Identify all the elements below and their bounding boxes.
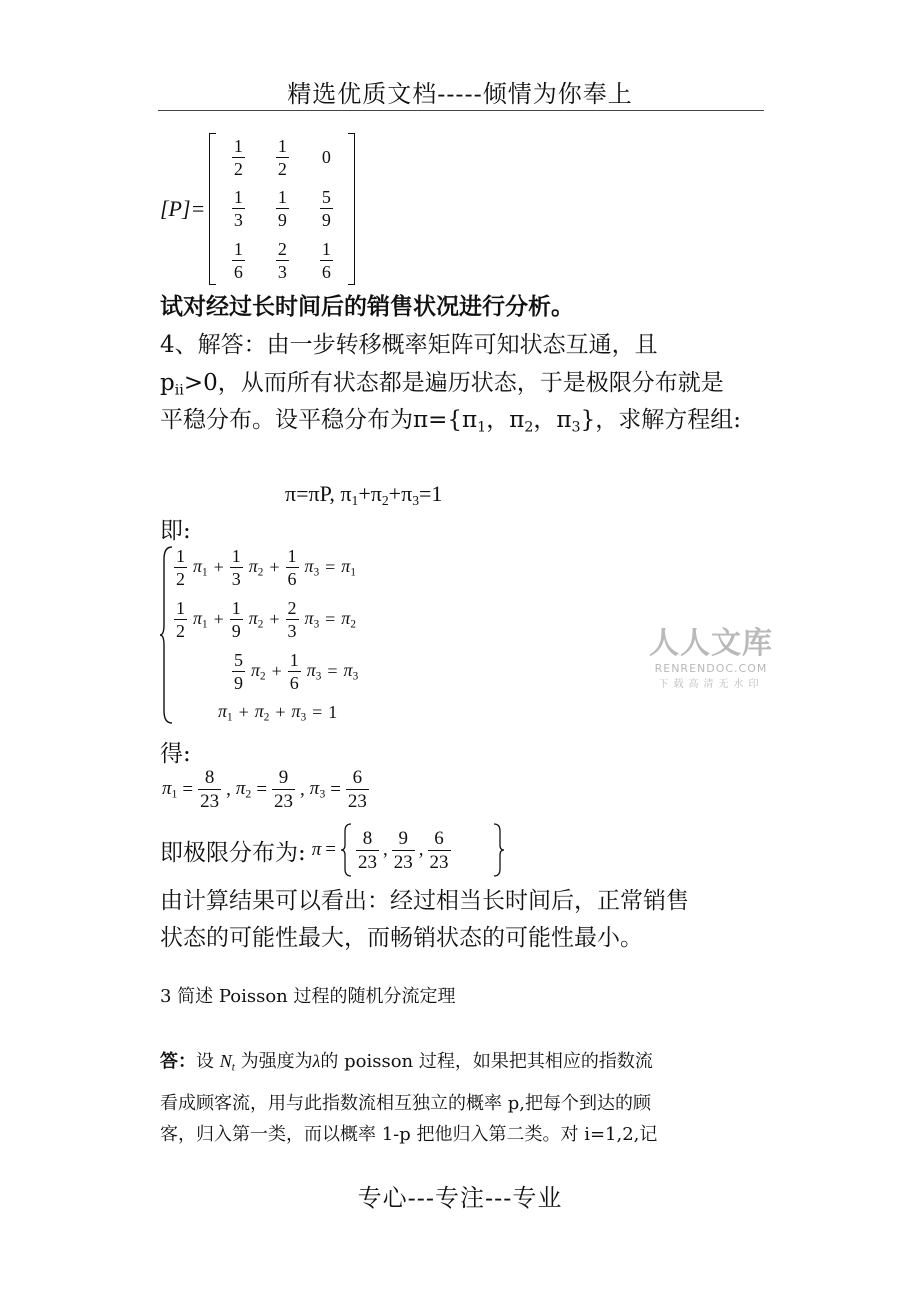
watermark xyxy=(646,618,776,690)
conclusion-line-1: 由计算结果可以看出：经过相当长时间后，正常销售 xyxy=(160,888,689,914)
watermark-url: RENRENDOC.COM xyxy=(654,662,768,675)
system-row-4: $\pi_1$ + $\pi_2$ + $\pi_3$ = 1 xyxy=(218,701,338,724)
matrix-cell: $\frac{5}{9}$ xyxy=(321,186,331,230)
page-footer: 专心---专注---专业 xyxy=(357,1184,563,1212)
system-row-1: $\frac{1}{2}$ $\pi_1$ + $\frac{1}{3}$ $\pi_2$ + $\frac{1}{6}$ $\pi_3$ = $\pi_1$ xyxy=(176,546,356,589)
matrix-grid xyxy=(216,132,348,286)
section-title: 3 简述 Poisson 过程的随机分流定理 xyxy=(160,986,456,1007)
matrix-left-bracket xyxy=(209,133,216,285)
transition-matrix xyxy=(160,132,355,286)
solution-values: $\pi_1$ = $\frac{8}{23}$ , $\pi_2$ = $\frac{9}{23}$ , $\pi_3$ = $\frac{6}{23}$ xyxy=(162,767,367,812)
answer-line-1: 4、解答：由一步转移概率矩阵可知状态互通，且 xyxy=(160,332,658,358)
system-row-2: $\frac{1}{2}$ $\pi_1$ + $\frac{1}{9}$ $\pi_2$ + $\frac{2}{3}$ $\pi_3$ = $\pi_2$ xyxy=(176,598,356,641)
matrix-cell: $\frac{1}{9}$ xyxy=(277,186,287,230)
matrix-cell: $\frac{2}{3}$ xyxy=(277,238,287,282)
answer2-line-3: 客，归入第一类，而以概率 1-p 把他归入第二类。对 i=1,2,记 xyxy=(160,1124,658,1145)
question-text: 试对经过长时间后的销售状况进行分析。 xyxy=(160,293,574,320)
system-brace xyxy=(160,545,174,725)
matrix-right-bracket xyxy=(348,133,355,285)
matrix-cell: $\frac{1}{2}$ xyxy=(277,135,287,179)
system-row-3: $\frac{5}{9}$ $\pi_2$ + $\frac{1}{6}$ $\pi_3$ = $\pi_3$ xyxy=(234,650,359,693)
header-rule xyxy=(158,110,764,111)
conclusion-line-2: 状态的可能性最大，而畅销状态的可能性最小。 xyxy=(160,925,643,951)
watermark-tag: 下载高清无水印 xyxy=(658,679,764,690)
de-label: 得: xyxy=(160,741,191,767)
matrix-cell: $\frac{1}{2}$ xyxy=(233,135,243,179)
answer-line-2: $p_{ii}>0$，从而所有状态都是遍历状态，于是极限分布就是 xyxy=(160,370,724,399)
matrix-cell: 0 xyxy=(321,146,331,167)
stationary-equation: π=πP, $\pi_1+\pi_2+\pi_3=1$ xyxy=(285,481,443,509)
limit-distribution: 即极限分布为: π = $\frac{8}{23}$ , $\frac{9}{23}$ , $\frac{6}{23}$ xyxy=(160,822,505,878)
limit-right-brace xyxy=(493,823,505,877)
equation-system xyxy=(160,545,420,725)
matrix-cell: $\frac{1}{6}$ xyxy=(321,238,331,282)
page-header: 精选优质文档-----倾情为你奉上 xyxy=(287,80,633,108)
matrix-cell: $\frac{1}{6}$ xyxy=(233,238,243,282)
watermark-logo: 人人文库 xyxy=(649,626,773,661)
matrix-cell: $\frac{1}{3}$ xyxy=(233,186,243,230)
limit-label: 即极限分布为: xyxy=(160,839,306,866)
answer2-line-2: 看成顾客流，用与此指数流相互独立的概率 p,把每个到达的顾 xyxy=(160,1093,651,1114)
matrix-label: [P]= xyxy=(160,196,206,221)
ji-label: 即: xyxy=(160,518,191,544)
answer-line-3: 平稳分布。设平稳分布为$\pi=\{\pi_1$，$\pi_2$，$\pi_3$}，求解方程组: xyxy=(160,407,742,436)
limit-left-brace xyxy=(340,823,352,877)
answer2-line-1: 答：设 $N_t$ 为强度为λ的 poisson 过程，如果把其相应的指数流 xyxy=(160,1051,653,1074)
